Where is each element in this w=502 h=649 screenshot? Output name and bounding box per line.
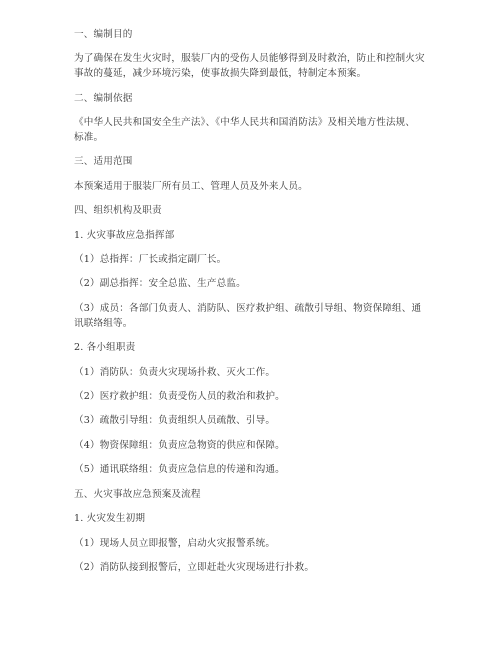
- paragraph-line: 事故的蔓延，减少环境污染，使事故损失降到最低，特制定本预案。: [74, 68, 367, 79]
- section-heading-organization: 四、组织机构及职责: [74, 205, 162, 216]
- list-item: （2）副总指挥：安全总监、生产总监。: [74, 278, 246, 289]
- list-item: （2）消防队接到报警后，立即赶赴火灾现场进行扑救。: [74, 562, 315, 573]
- list-item-continuation: 讯联络组等。: [74, 318, 133, 329]
- subheading: 2. 各小组职责: [74, 342, 136, 353]
- paragraph-line: 标准。: [74, 132, 104, 143]
- list-item: （1）消防队：负责火灾现场扑救、灭火工作。: [74, 367, 276, 378]
- list-item: （3）成员：各部门负责人、消防队、医疗救护组、疏散引导组、物资保障组、通: [74, 303, 422, 314]
- section-heading-purpose: 一、编制目的: [74, 29, 133, 40]
- section-heading-procedure: 五、火灾事故应急预案及流程: [74, 489, 201, 500]
- list-item: （1）总指挥：厂长或指定副厂长。: [74, 254, 227, 265]
- list-item: （3）疏散引导组：负责组织人员疏散、引导。: [74, 415, 276, 426]
- list-item: （1）现场人员立即报警，启动火灾报警系统。: [74, 538, 276, 549]
- list-item: （4）物资保障组：负责应急物资的供应和保障。: [74, 440, 285, 451]
- subheading: 1. 火灾事故应急指挥部: [74, 230, 175, 241]
- list-item: （5）通讯联络组：负责应急信息的传递和沟通。: [74, 464, 285, 475]
- section-heading-scope: 三、适用范围: [74, 156, 133, 167]
- list-item: （2）医疗救护组：负责受伤人员的救治和救护。: [74, 391, 285, 402]
- section-heading-basis: 二、编制依据: [74, 93, 133, 104]
- paragraph-line: 为了确保在发生火灾时，服装厂内的受伤人员能够得到及时救治，防止和控制火灾: [74, 53, 425, 64]
- subheading: 1. 火灾发生初期: [74, 513, 146, 524]
- paragraph-line: 《中华人民共和国安全生产法》、《中华人民共和国消防法》及相关地方性法规、: [74, 117, 416, 128]
- paragraph-line: 本预案适用于服装厂所有员工、管理人员及外来人员。: [74, 181, 308, 192]
